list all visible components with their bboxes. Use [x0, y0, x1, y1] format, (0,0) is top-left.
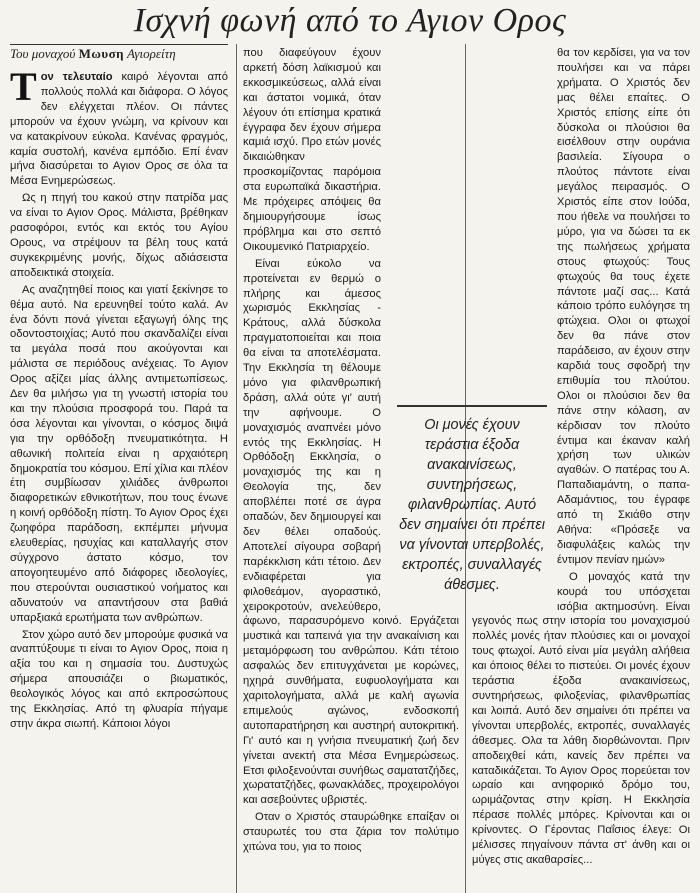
column-divider-1 — [236, 44, 237, 893]
paragraph: θα τον κερδίσει, για να τον πουλήσει και να πάρει χρήματα. Ο Χριστός δεν μας θέλει επαίτες. Ο Χριστός επίσης είπε ότι δύσκολα οι πλούσιοι θα εισέλθουν στην ουράνια βασιλεία. Σίγουρα ο πλούτος πάντοτε είναι μεγάλος πειρασμός. Ο Χριστός είπε στον Ιούδα, που ήθελε να πουλήσει το μύρο, για να δώσει τα εκ της πωλήσεως χρήματα στους φτωχούς: Τους φτωχούς θα τους έχετε πάντοτε μαζί σας... Κατά κάποιο τρόπο ευλόγησε τη φτώχεια. Ολοι οι φτωχοί δεν θα πάνε στον παράδεισο, αν έχουν στην καρδιά τους σφοδρή την επιθυμία του πλούτου. Ολοι οι πλούσιοι δεν θα πάνε στην κόλαση, αν κέρδισαν τον πλούτο έντιμα και έκαναν καλή χρήση των υλικών αγαθών. Ο πατέρας του Α. Παπαδιαμάντη, ο παπα-Αδαμάντιος, του έγραφε από τη Σκιάθο στην Αθήνα: «Πρόσεξε να διαφυλάξεις καλώς την έντιμον πενίαν ημών» — [557, 47, 690, 566]
drop-cap: Τ — [10, 70, 37, 109]
paragraph: που διαφεύγουν έχουν αρκετή δόση λαϊκισμού και εκκοσμικεύσεως, αλλά είναι και άστατοι νομικά, όταν λέγουν ότι επίσημα κρατικά έγγραφα δεν έχουν σήμερα καμιά ισχύ. Προ ετών μονές δικαιώθηκαν προσκομίζοντας παρόμοια στα ευρωπαϊκά δικαστήρια. Με πρόχειρες απόψεις θα δημιουργήσουμε ίσως πρόβλημα και στο σεπτό Οικουμενικό Πατριαρχείο. — [243, 47, 381, 253]
paragraph-text: καιρό λέγονται από πολλούς πολλά και διάφορα. Ο λόγος δεν ελέγχεται πλέον. Οι πάντες μπορούν να έχουν γνώμη, να κρίνουν και να κατακρίνουν εύκολα. Κανένας φραγμός, καμία συστολή, κανένα εμπόδιο. Επί έναν μήνα διασύρεται το Αγιον Ορος σε όλα τα Μέσα Ενημερώσεως. — [10, 71, 228, 188]
byline-name: Μωυση — [78, 46, 125, 61]
article-title: Ισχνή φωνή από το Αγιον Ορος — [133, 2, 567, 39]
paragraph: Ο μοναχός κατά την κουρά του υπόσχεται ισόβια ακτημοσύνη. Είναι γεγονός πως στην ιστορία του μοναχισμού πολλές μονές ήταν πλούσιες και οι μοναχοί τους φτωχοί. Αυτό είναι μία μεγάλη αλήθεια και όποιος θέλει το πιστεύει. Οι μονές έχουν τεράστια έξοδα ανακαινίσεως, συντηρήσεως, φιλοξενίας, φιλανθρωπίας και λοιπά. Αυτό δεν σημαίνει ότι πρέπει να γίνονται υπερβολές, εκτροπές, συναλλαγές άθεσμες. Ολα τα λάθη διορθώνονται. Πριν αποδειχθεί κάτι, κανείς δεν πρέπει να καταδικάζεται. Το Αγιον Ορος πορεύεται τον ωραίο και ανηφορικό δρόμο του, ωριμάζοντας στην κρίση. Η Εκκλησία πέρασε πολλές μπόρες. Κρίνονται και οι κρίνοντες. Ο Γέροντας Παΐσιος έλεγε: Οι μέλισσες πηγαίνουν πάντα στ' άνθη και οι μύγες στις ακαθαρσίες... — [472, 570, 690, 866]
byline — [10, 46, 176, 62]
column-1 — [10, 70, 228, 893]
paragraph: Είναι εύκολο να προτείνεται εν θερμώ ο πλήρης και άμεσος χωρισμός Εκκλησίας - Κράτους, αλλά δύσκολα πραγματοποιείται και ποια θα είναι τα αποτελέσματα. Την Εκκλησία τη θέλουμε μόνο για φιλανθρωπική δράση, αλλά ούτε γι' αυτή την αφήνουμε. Ο μοναχισμός αναπνέει μόνο εντός της Εκκλησίας. Η Ορθόδοξη Εκκλησία, ο μοναχισμός της και η Θεολογία της, δεν αποβλέπει ποτέ σε άγρα οπαδών, δεν δημιουργεί και δεν θέλει οπαδούς. Αποτελεί σίγουρα σοβαρή παρέκκλιση κάτι τέτοιο. Δεν ενδιαφέρεται για φιλοθεάμον, αγοραστικό, χειροκροτούν, ανελεύθερο, άφωνο, παρασυρόμενο κοινό. Εργάζεται μυστικά και ταπεινά για την ανακαίνιση και μεταμόρφωση του ανθρώπου. Κάτι τέτοιο ασφαλώς δεν επιτυγχάνεται με κορώνες, ηχηρά συνθήματα, ευφυολογήματα και χαριτολογήματα, αλλά με καλή αγωνία επιμελούς αγώνος, ενδοσκοπή αυτοπαρατήρηση και αυστηρή αυτοκριτική. Γι' αυτό και η γνήσια πνευματική ζωή δεν γίνεται ανεκτή στα Μέσα Ενημερώσεως. Ετσι φιλοξενούνται συνήθως σαματατζήδες, χωρατατζήδες, φωνακλάδες, προχειρολόγοι και ασεβούντες υβριστές. — [243, 257, 459, 807]
paragraph — [10, 70, 228, 189]
pull-quote: Οι μονές έχουν τεράστια έξοδα ανακαινίσεως, συντηρήσεως, φιλανθρωπίας. Αυτό δεν σημαίνει ότι πρέπει να γίνονται υπερβολές, εκτροπές, συναλλαγές άθεσμες. — [397, 405, 547, 595]
paragraph: Ας αναζητηθεί ποιος και γιατί ξεκίνησε το θέμα αυτό. Να ερευνηθεί τούτο καλά. Αν ένα δόντι πονά γίνεται εξαγωγή όλης της οδοντοστοιχίας; Αυτό που σκανδαλίζει είναι τα μεγάλα ποσά που ακούγονται και μάλιστα σε περιόδους ανέχειας. Το Αγιον Ορος αξίζει μίας άλλης αντιμετωπίσεως. Δεν θα μιλήσω για τη γνωστή ιστορία του και την πλούσια προσφορά του. Παρά τα όσα λέγονται και γίνονται, ο κόσμος διψά για την ορθόδοξη πνευματικότητα. Η αθωνική πολιτεία είναι η αρχαιότερη δημοκρατία του κόσμου. Επί χίλια και πλέον έτη συμβίωσαν χιλιάδες άνθρωποι διαφορετικών εθνικοτήτων, που τους ένωνε η κοινή ορθόδοξη πίστη. Το Αγιον Ορος έχει ζωηφόρα παράδοση, εκπέμπει μήνυμα ελευθερίας, ησυχίας και καταλλαγής στον σύγχρονο άστατο κόσμο, τον απογοητευμένο από διάφορες ιδεολογίες, που στερούνται ουσιαστικού νοήματος και αδυνατούν να απαντήσουν στα βαθιά υπαρξιακά ερωτήματα των ανθρώπων. — [10, 283, 228, 624]
byline-prefix: Του μοναχού — [10, 46, 79, 61]
byline-suffix: Αγιορείτη — [124, 46, 176, 61]
title-rule — [10, 44, 228, 45]
paragraph: Στον χώρο αυτό δεν μπορούμε φυσικά να αναπτύξουμε τι είναι το Αγιον Ορος, ποια η αξία του και η σημασία του. Δυστυχώς σήμερα απουσιάζει ο βιωματικός, θεολογικός λόγος και από εκπροσώπους της Εκκλησίας. Από τη φλυαρία πήγαμε στην άκρα σιωπή. Κάποιοι λόγοι — [10, 628, 228, 730]
paragraph: Οταν ο Χριστός σταυρώθηκε επαίξαν οι σταυρωτές του στα ζάρια τον πολύτιμο χιτώνα του, για το ποιος — [243, 811, 459, 854]
paragraph: Ως η πηγή του κακού στην πατρίδα μας να είναι το Αγιον Ορος. Μάλιστα, βρέθηκαν ρασοφόροι, εντός και εκτός του Αγίου Ορους, να στρέψουν τα βέλη τους κατά συγκεκριμένης μονής, δίχως αδιάσειστα αποδεικτικά στοιχεία. — [10, 192, 228, 279]
lead-in: ον τελευταίο — [40, 71, 113, 83]
